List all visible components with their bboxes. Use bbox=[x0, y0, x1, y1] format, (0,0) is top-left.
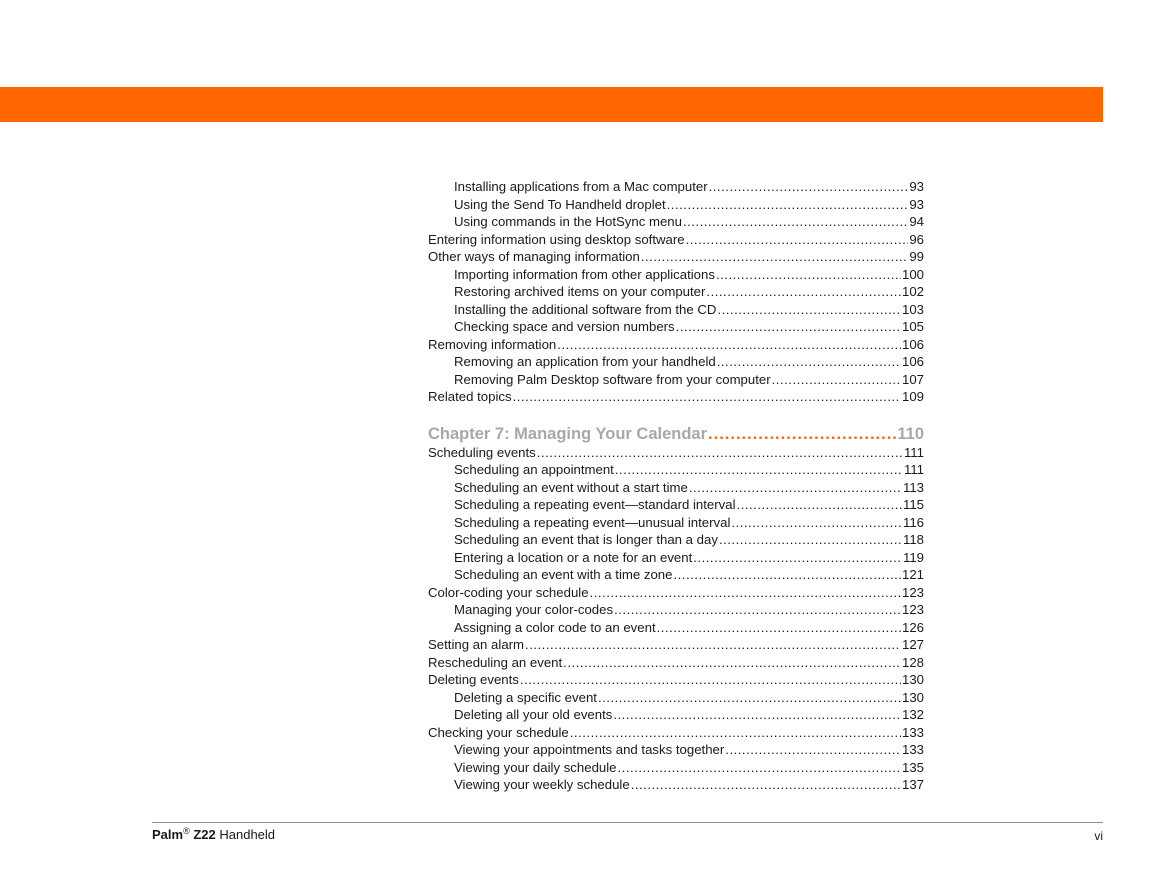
toc-entry-title: Scheduling a repeating event—standard interval bbox=[454, 497, 736, 512]
toc-dot-leader bbox=[683, 213, 908, 231]
toc-subsection-entry[interactable] bbox=[428, 353, 924, 371]
toc-dot-leader bbox=[676, 318, 901, 336]
toc-dot-leader bbox=[717, 353, 901, 371]
toc-entry-title: Installing applications from a Mac computer bbox=[454, 179, 708, 194]
toc-subsection-entry[interactable] bbox=[428, 196, 924, 214]
toc-entry-page: 132 bbox=[901, 707, 924, 722]
toc-section-entry[interactable] bbox=[428, 388, 924, 406]
toc-entry-title: Viewing your daily schedule bbox=[454, 759, 617, 775]
toc-dot-leader bbox=[513, 388, 901, 406]
toc-entry-page: 107 bbox=[901, 371, 924, 387]
toc-entry-page: 133 bbox=[901, 742, 924, 757]
toc-entry-title: Using the Send To Handheld droplet bbox=[454, 196, 666, 212]
toc-dot-leader bbox=[667, 196, 909, 214]
toc-subsection-entry[interactable] bbox=[428, 371, 924, 389]
toc-subsection-entry[interactable] bbox=[428, 706, 924, 724]
toc-section-entry[interactable] bbox=[428, 671, 924, 689]
toc-dot-leader bbox=[613, 706, 901, 724]
toc-dot-leader bbox=[520, 671, 901, 689]
toc-entry-page: 105 bbox=[901, 319, 924, 334]
toc-subsection-entry[interactable] bbox=[428, 566, 924, 584]
toc-chapter-heading[interactable] bbox=[428, 424, 924, 444]
toc-subsection-entry[interactable] bbox=[428, 301, 924, 319]
toc-dot-leader bbox=[719, 531, 902, 549]
toc-entry-title: Using commands in the HotSync menu bbox=[454, 214, 682, 229]
toc-section-entry[interactable] bbox=[428, 636, 924, 654]
footer-model: Z22 bbox=[193, 827, 216, 842]
toc-subsection-entry[interactable] bbox=[428, 266, 924, 284]
toc-entry-page: 119 bbox=[902, 549, 924, 565]
toc-dot-leader bbox=[717, 301, 901, 319]
toc-dot-leader bbox=[737, 496, 902, 514]
toc-subsection-entry[interactable] bbox=[428, 549, 924, 567]
toc-entry-title: Scheduling an event without a start time bbox=[454, 479, 688, 495]
toc-entry-page: 106 bbox=[901, 354, 924, 369]
toc-entry-page: 94 bbox=[909, 214, 924, 229]
toc-section-entry[interactable] bbox=[428, 724, 924, 742]
toc-entry-title: Entering a location or a note for an event bbox=[454, 549, 693, 565]
toc-entry-page: 135 bbox=[901, 759, 924, 775]
toc-entry-title: Scheduling an event that is longer than a day bbox=[454, 532, 718, 547]
toc-entry-page: 93 bbox=[909, 196, 924, 212]
toc-section-entry[interactable] bbox=[428, 654, 924, 672]
toc-subsection-entry[interactable] bbox=[428, 776, 924, 794]
toc-entry-title: Assigning a color code to an event bbox=[454, 619, 656, 635]
toc-dot-leader bbox=[563, 654, 901, 672]
toc-dot-leader bbox=[709, 178, 909, 196]
toc-dot-leader bbox=[708, 424, 896, 444]
toc-entry-title: Setting an alarm bbox=[428, 637, 525, 652]
toc-entry-title: Managing your color-codes bbox=[454, 602, 614, 617]
toc-entry-page: 116 bbox=[902, 514, 924, 530]
table-of-contents bbox=[428, 178, 924, 794]
toc-subsection-entry[interactable] bbox=[428, 479, 924, 497]
toc-entry-page: 123 bbox=[901, 584, 924, 600]
toc-dot-leader bbox=[590, 584, 901, 602]
footer-divider bbox=[152, 822, 1103, 823]
toc-dot-leader bbox=[693, 549, 902, 567]
toc-entry-page: 100 bbox=[901, 266, 924, 282]
toc-entry-page: 99 bbox=[909, 249, 924, 264]
toc-entry-page: 130 bbox=[901, 672, 924, 687]
toc-section-entry[interactable] bbox=[428, 231, 924, 249]
toc-subsection-entry[interactable] bbox=[428, 496, 924, 514]
toc-dot-leader bbox=[598, 689, 901, 707]
toc-entry-title: Scheduling events bbox=[428, 444, 536, 460]
toc-dot-leader bbox=[537, 444, 903, 462]
toc-entry-page: 118 bbox=[902, 532, 924, 547]
toc-entry-title: Scheduling a repeating event—unusual interval bbox=[454, 514, 731, 530]
toc-entry-title: Removing Palm Desktop software from your computer bbox=[454, 371, 771, 387]
toc-entry-title: Color-coding your schedule bbox=[428, 584, 589, 600]
toc-dot-leader bbox=[641, 248, 908, 266]
toc-entry-title: Viewing your weekly schedule bbox=[454, 777, 630, 792]
toc-subsection-entry[interactable] bbox=[428, 461, 924, 479]
toc-entry-page: 127 bbox=[901, 637, 924, 652]
toc-entry-page: 133 bbox=[901, 724, 924, 740]
footer-brand: Palm bbox=[152, 827, 184, 842]
toc-dot-leader bbox=[725, 741, 901, 759]
toc-subsection-entry[interactable] bbox=[428, 741, 924, 759]
toc-entry-page: 111 bbox=[903, 444, 924, 460]
toc-entry-title: Checking space and version numbers bbox=[454, 319, 675, 334]
toc-entry-title: Checking your schedule bbox=[428, 724, 569, 740]
toc-entry-title: Entering information using desktop software bbox=[428, 231, 685, 247]
toc-entry-title: Viewing your appointments and tasks together bbox=[454, 742, 725, 757]
toc-entry-title: Restoring archived items on your computer bbox=[454, 284, 706, 299]
toc-entry-title: Deleting all your old events bbox=[454, 707, 613, 722]
toc-dot-leader bbox=[731, 514, 902, 532]
toc-entry-title: Related topics bbox=[428, 389, 512, 404]
toc-subsection-entry[interactable] bbox=[428, 213, 924, 231]
toc-entry-page: 113 bbox=[902, 479, 924, 495]
toc-entry-title: Importing information from other applications bbox=[454, 266, 715, 282]
toc-entry-page: 109 bbox=[901, 389, 924, 404]
toc-entry-title: Deleting events bbox=[428, 672, 519, 687]
toc-dot-leader bbox=[686, 231, 909, 249]
toc-dot-leader bbox=[557, 336, 901, 354]
toc-subsection-entry[interactable] bbox=[428, 178, 924, 196]
toc-entry-page: 102 bbox=[901, 284, 924, 299]
toc-dot-leader bbox=[772, 371, 901, 389]
toc-entry-title: Removing an application from your handheld bbox=[454, 354, 716, 369]
toc-section-entry[interactable] bbox=[428, 336, 924, 354]
toc-dot-leader bbox=[631, 776, 901, 794]
toc-subsection-entry[interactable] bbox=[428, 514, 924, 532]
toc-entry-page: 128 bbox=[901, 654, 924, 670]
toc-subsection-entry[interactable] bbox=[428, 318, 924, 336]
toc-entry-page: 121 bbox=[901, 567, 924, 582]
toc-dot-leader bbox=[673, 566, 901, 584]
toc-dot-leader bbox=[570, 724, 901, 742]
toc-subsection-entry[interactable] bbox=[428, 759, 924, 777]
toc-entry-title: Scheduling an event with a time zone bbox=[454, 567, 673, 582]
toc-entry-page: 137 bbox=[901, 777, 924, 792]
toc-entry-page: 96 bbox=[909, 231, 924, 247]
toc-section-entry[interactable] bbox=[428, 444, 924, 462]
toc-dot-leader bbox=[525, 636, 901, 654]
toc-entry-page: 126 bbox=[901, 619, 924, 635]
toc-entry-title: Rescheduling an event bbox=[428, 654, 563, 670]
toc-entry-title: Scheduling an appointment bbox=[454, 462, 614, 477]
toc-entry-page: 115 bbox=[902, 497, 924, 512]
toc-entry-page: 111 bbox=[903, 462, 924, 477]
toc-dot-leader bbox=[618, 759, 901, 777]
toc-entry-page: 106 bbox=[901, 336, 924, 352]
footer-trademark: ® bbox=[183, 826, 190, 836]
toc-section-entry[interactable] bbox=[428, 248, 924, 266]
toc-subsection-entry[interactable] bbox=[428, 601, 924, 619]
toc-entry-page: 93 bbox=[909, 179, 924, 194]
toc-subsection-entry[interactable] bbox=[428, 689, 924, 707]
toc-dot-leader bbox=[657, 619, 901, 637]
toc-entry-page: 123 bbox=[901, 602, 924, 617]
toc-subsection-entry[interactable] bbox=[428, 283, 924, 301]
header-accent-band bbox=[0, 87, 1103, 122]
toc-dot-leader bbox=[615, 461, 903, 479]
toc-entry-title: Removing information bbox=[428, 336, 557, 352]
toc-dot-leader bbox=[716, 266, 901, 284]
toc-subsection-entry[interactable] bbox=[428, 619, 924, 637]
toc-entry-page: 110 bbox=[897, 424, 924, 443]
toc-entry-title: Other ways of managing information bbox=[428, 249, 640, 264]
toc-section-entry[interactable] bbox=[428, 584, 924, 602]
page-number: vi bbox=[1094, 829, 1103, 843]
footer-product-name bbox=[152, 827, 275, 843]
toc-entry-title: Deleting a specific event bbox=[454, 689, 597, 705]
toc-subsection-entry[interactable] bbox=[428, 531, 924, 549]
toc-dot-leader bbox=[689, 479, 902, 497]
footer-product: Handheld bbox=[219, 827, 276, 842]
toc-dot-leader bbox=[614, 601, 901, 619]
toc-entry-title: Installing the additional software from the CD bbox=[454, 301, 717, 317]
toc-entry-page: 103 bbox=[901, 301, 924, 317]
toc-entry-title: Chapter 7: Managing Your Calendar bbox=[428, 424, 708, 443]
toc-entry-page: 130 bbox=[901, 689, 924, 705]
toc-dot-leader bbox=[706, 283, 901, 301]
